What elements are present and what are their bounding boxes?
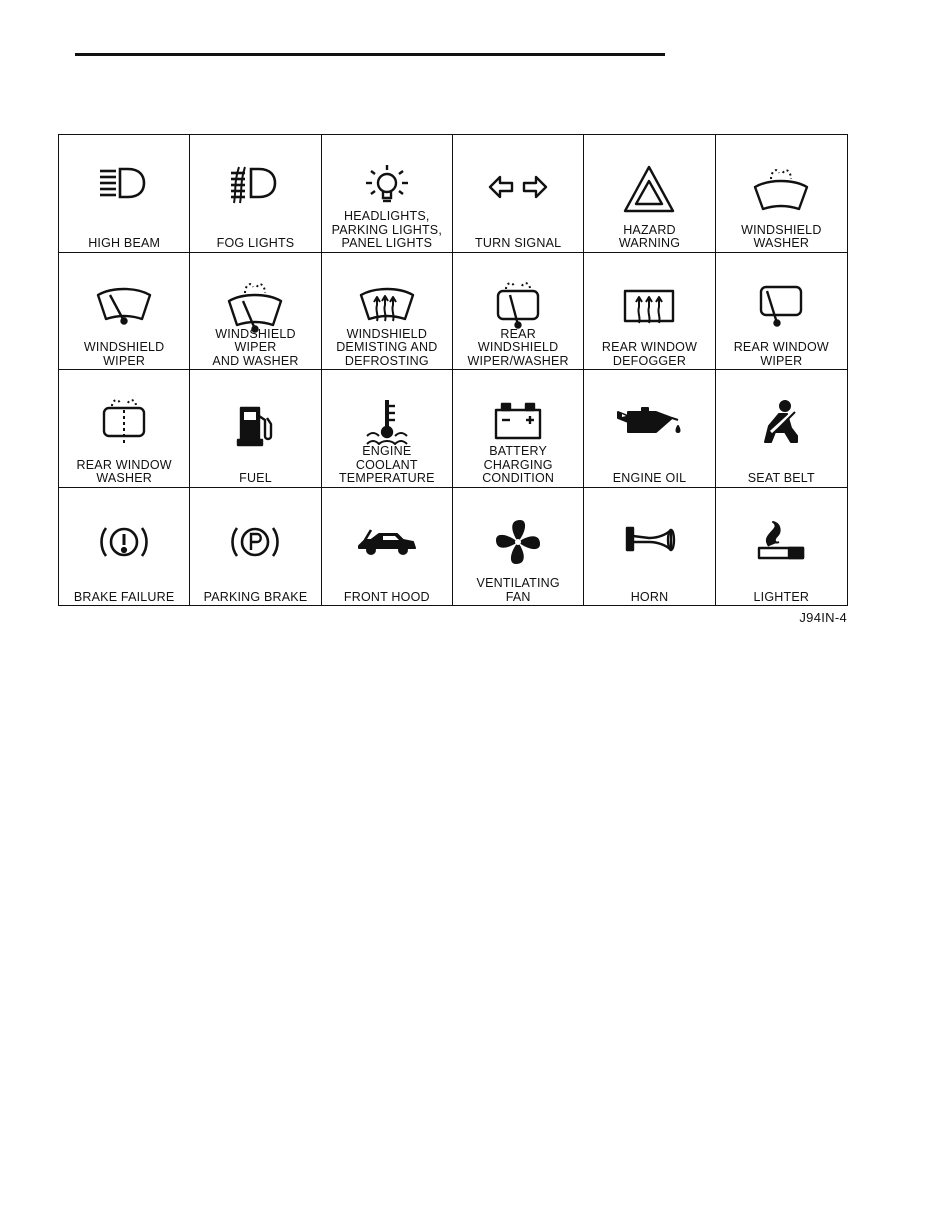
symbol-label: ENGINE COOLANT TEMPERATURE (338, 444, 435, 485)
headlights-icon (357, 163, 417, 209)
symbol-label: VENTILATING FAN (476, 576, 560, 604)
symbol-label: HIGH BEAM (88, 236, 161, 250)
cell-rear-windshield-wiper-washer (453, 253, 584, 371)
cell-fog-lights (190, 135, 321, 253)
brake-failure-icon (94, 516, 154, 566)
windshield-wiper-icon (92, 281, 156, 335)
fuel-icon (225, 398, 285, 448)
figure-id: J94IN-4 (799, 610, 847, 625)
cell-engine-coolant-temperature (322, 370, 453, 488)
symbol-label: REAR WINDOW WASHER (76, 457, 172, 485)
symbol-label: REAR WINDOW WIPER (733, 340, 829, 368)
cell-windshield-wiper (59, 253, 190, 371)
cell-engine-oil (584, 370, 715, 488)
cell-ventilating-fan (453, 488, 584, 606)
front-hood-icon (355, 516, 419, 566)
parking-brake-icon (225, 516, 285, 566)
cell-rear-window-defogger (584, 253, 715, 371)
rear-windshield-wiper-washer-icon (488, 281, 548, 333)
symbol-label: PARKING BRAKE (203, 589, 308, 604)
cell-horn (584, 488, 715, 606)
turn-signal-icon (486, 163, 550, 207)
cell-headlights (322, 135, 453, 253)
symbol-label: FRONT HOOD (343, 589, 430, 604)
cell-windshield-wiper-and-washer (190, 253, 321, 371)
engine-coolant-temperature-icon (357, 398, 417, 448)
windshield-demisting-icon (355, 281, 419, 331)
cell-front-hood (322, 488, 453, 606)
symbol-label: LIGHTER (753, 589, 810, 604)
symbol-label: REAR WINDSHIELD WIPER/WASHER (467, 326, 569, 368)
cell-hazard-warning (584, 135, 715, 253)
symbol-label: BATTERY CHARGING CONDITION (482, 444, 555, 485)
symbol-label: WINDSHIELD DEMISTING AND DEFROSTING (336, 326, 438, 368)
cell-windshield-washer (716, 135, 847, 253)
cell-fuel (190, 370, 321, 488)
engine-oil-icon (614, 398, 684, 442)
cell-brake-failure (59, 488, 190, 606)
horn-icon (619, 516, 679, 562)
rear-window-wiper-icon (751, 281, 811, 331)
battery-charging-condition-icon (488, 398, 548, 444)
rear-window-washer-icon (94, 398, 154, 450)
cell-high-beam (59, 135, 190, 253)
cell-windshield-demisting (322, 253, 453, 371)
symbol-label: FOG LIGHTS (216, 236, 295, 250)
cell-turn-signal (453, 135, 584, 253)
symbol-grid (58, 134, 848, 606)
symbol-label: HORN (630, 589, 669, 604)
symbol-label: REAR WINDOW DEFOGGER (601, 340, 698, 368)
symbol-label: BRAKE FAILURE (73, 589, 175, 604)
fog-lights-icon (225, 163, 285, 207)
top-rule (75, 53, 665, 56)
cell-lighter (716, 488, 847, 606)
rear-window-defogger-icon (619, 281, 679, 331)
symbol-label: TURN SIGNAL (475, 236, 562, 250)
cell-rear-window-wiper (716, 253, 847, 371)
windshield-washer-icon (749, 163, 813, 217)
lighter-icon (751, 516, 811, 566)
symbol-label: WINDSHIELD WIPER AND WASHER (212, 326, 299, 368)
symbol-label: FUEL (239, 471, 272, 485)
symbol-label: WINDSHIELD WASHER (741, 222, 822, 250)
cell-parking-brake (190, 488, 321, 606)
high-beam-icon (94, 163, 154, 203)
symbol-label: HAZARD WARNING (618, 222, 681, 250)
symbol-label: ENGINE OIL (612, 471, 687, 485)
cell-seat-belt (716, 370, 847, 488)
seat-belt-icon (751, 398, 811, 448)
cell-rear-window-washer (59, 370, 190, 488)
hazard-warning-icon (619, 163, 679, 217)
cell-battery-charging-condition (453, 370, 584, 488)
symbol-label: HEADLIGHTS, PARKING LIGHTS, PANEL LIGHTS (331, 209, 443, 250)
symbol-label: SEAT BELT (747, 471, 815, 485)
symbol-label: WINDSHIELD WIPER (83, 340, 165, 368)
ventilating-fan-icon (488, 516, 548, 570)
